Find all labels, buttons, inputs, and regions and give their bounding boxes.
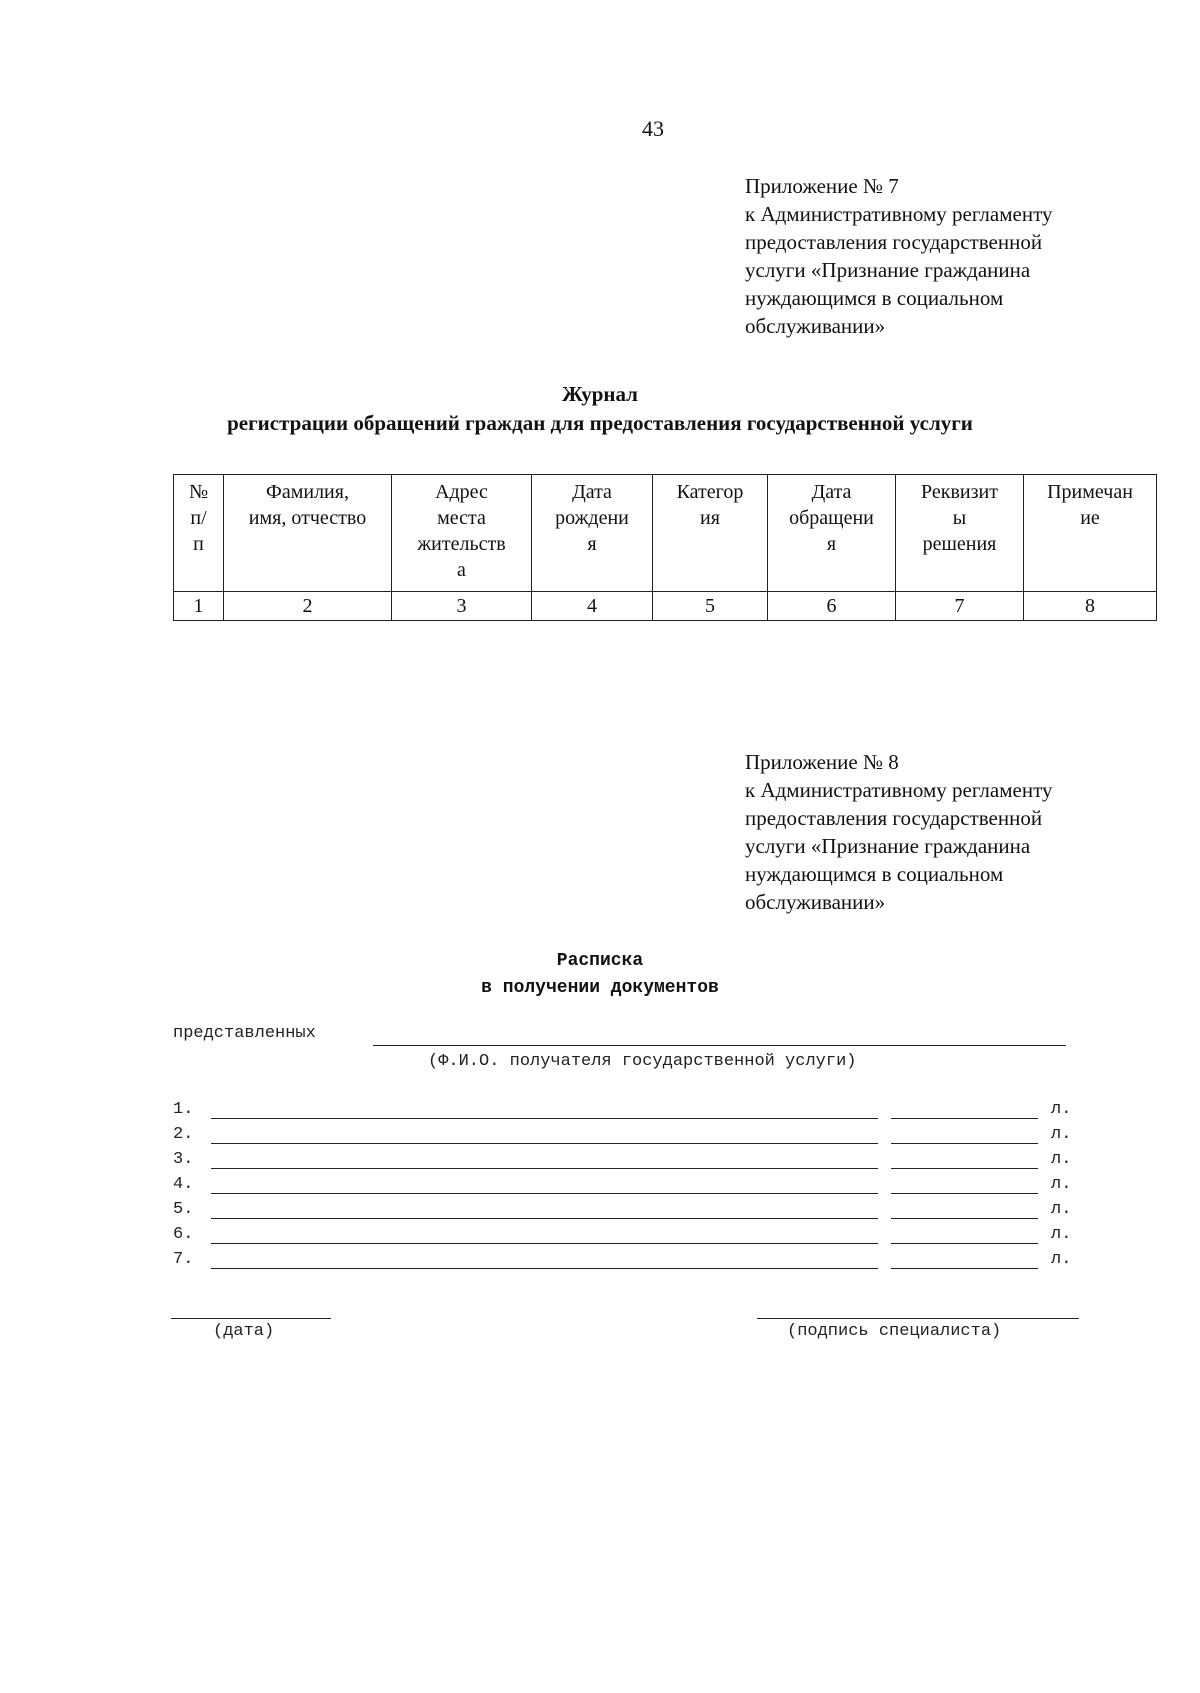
table-cell: 5 (653, 592, 768, 621)
item-number: 3. (173, 1150, 194, 1169)
column-header: Реквизит ы решения (896, 475, 1024, 592)
item-number: 4. (173, 1175, 194, 1194)
item-number: 2. (173, 1125, 194, 1144)
column-header: Адрес места жительств а (392, 475, 532, 592)
item-number: 1. (173, 1100, 194, 1119)
sheets-unit: л. (1051, 1150, 1072, 1169)
appendix-8-line: нуждающимся в социальном (745, 862, 1004, 886)
column-header: Фамилия, имя, отчество (224, 475, 392, 592)
page-count-line[interactable] (891, 1168, 1038, 1169)
journal-table (173, 474, 1157, 621)
table-cell: 2 (224, 592, 392, 621)
date-line[interactable] (171, 1318, 331, 1319)
document-name-line[interactable] (211, 1268, 878, 1269)
sheets-unit: л. (1051, 1200, 1072, 1219)
sheets-unit: л. (1051, 1100, 1072, 1119)
appendix-7-line: предоставления государственной (745, 230, 1043, 254)
recipient-name-line[interactable] (373, 1045, 1066, 1046)
table-cell: 1 (174, 592, 224, 621)
column-header: № п/ п (174, 475, 224, 592)
appendix-8-line: услуги «Признание гражданина (745, 834, 1031, 858)
document-name-line[interactable] (211, 1168, 878, 1169)
list-item (173, 1173, 1073, 1198)
journal-title: Журнал (562, 382, 638, 406)
page-count-line[interactable] (891, 1218, 1038, 1219)
item-number: 6. (173, 1225, 194, 1244)
document-name-line[interactable] (211, 1143, 878, 1144)
page-count-line[interactable] (891, 1118, 1038, 1119)
appendix-7-line: Приложение № 7 (745, 174, 899, 198)
column-header: Примечан ие (1024, 475, 1157, 592)
table-cell: 3 (392, 592, 532, 621)
receipt-title: Расписка (556, 951, 644, 971)
list-item (173, 1198, 1073, 1223)
item-number: 5. (173, 1200, 194, 1219)
column-header: Дата рождени я (532, 475, 653, 592)
appendix-8-line: к Административному регламенту (745, 778, 1053, 802)
list-item (173, 1248, 1073, 1273)
appendix-8-line: предоставления государственной (745, 806, 1043, 830)
item-number: 7. (173, 1250, 194, 1269)
journal-numbers-row (174, 592, 1157, 621)
journal-header-row (174, 475, 1157, 592)
page-count-line[interactable] (891, 1143, 1038, 1144)
table-cell: 7 (896, 592, 1024, 621)
date-caption: (дата) (213, 1322, 275, 1341)
journal-subtitle: регистрации обращений граждан для предоставления государственной услуги (227, 411, 973, 435)
document-list (173, 1098, 1073, 1273)
table-cell: 8 (1024, 592, 1157, 621)
page-count-line[interactable] (891, 1268, 1038, 1269)
page-count-line[interactable] (891, 1243, 1038, 1244)
document-name-line[interactable] (211, 1243, 878, 1244)
page-number: 43 (642, 116, 664, 141)
document-name-line[interactable] (211, 1118, 878, 1119)
appendix-7-line: услуги «Признание гражданина (745, 258, 1031, 282)
column-header: Дата обращени я (768, 475, 896, 592)
appendix-7-block (745, 172, 1145, 340)
appendix-8-line: обслуживании» (745, 890, 886, 914)
list-item (173, 1123, 1073, 1148)
receipt-subtitle: в получении документов (481, 978, 719, 998)
document-name-line[interactable] (211, 1218, 878, 1219)
document-name-line[interactable] (211, 1193, 878, 1194)
receipt-heading (0, 948, 1200, 1002)
signature-caption: (подпись специалиста) (787, 1322, 1002, 1341)
table-cell: 6 (768, 592, 896, 621)
submitted-label: представленных (173, 1024, 316, 1043)
sheets-unit: л. (1051, 1175, 1072, 1194)
page-count-line[interactable] (891, 1193, 1038, 1194)
appendix-7-line: к Административному регламенту (745, 202, 1053, 226)
sheets-unit: л. (1051, 1125, 1072, 1144)
submitted-row (173, 1024, 1066, 1048)
list-item (173, 1148, 1073, 1173)
appendix-8-block (745, 748, 1145, 916)
list-item (173, 1098, 1073, 1123)
table-cell: 4 (532, 592, 653, 621)
appendix-7-line: обслуживании» (745, 314, 886, 338)
column-header: Категор ия (653, 475, 768, 592)
sheets-unit: л. (1051, 1225, 1072, 1244)
signature-line[interactable] (757, 1318, 1079, 1319)
recipient-caption: (Ф.И.О. получателя государственной услуги) (428, 1052, 857, 1071)
list-item (173, 1223, 1073, 1248)
appendix-8-line: Приложение № 8 (745, 750, 899, 774)
sheets-unit: л. (1051, 1250, 1072, 1269)
appendix-7-line: нуждающимся в социальном (745, 286, 1004, 310)
journal-heading (0, 380, 1200, 438)
